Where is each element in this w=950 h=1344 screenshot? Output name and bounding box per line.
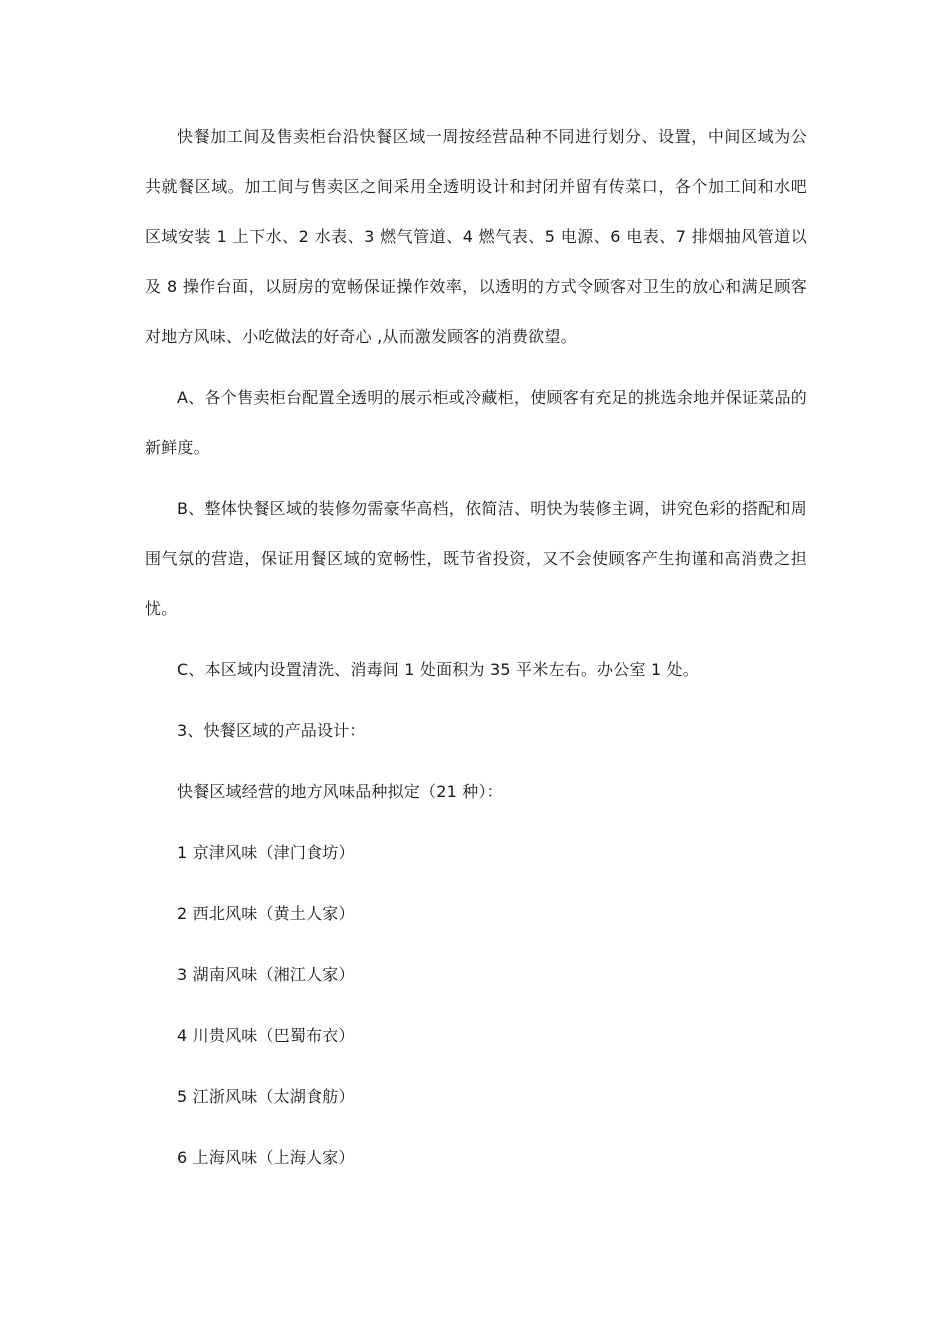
- paragraph-layout-intro: 快餐加工间及售卖柜台沿快餐区域一周按经营品种不同进行划分、设置，中间区域为公共就餐区域。加工间与售卖区之间采用全透明设计和封闭并留有传菜口，各个加工间和水吧区域安装 1 上下水、2 水表、3 燃气管道、4 燃气表、5 电源、6 电表、7 排烟抽风管道以及 8 操作台面，以厨房的宽畅保证操作效率，以透明的方式令顾客对卫生的放心和满足顾客对地方风味、小吃做法的好奇心 ,从而激发顾客的消费欲望。: [145, 127, 807, 346]
- list-item-flavor-4: 4 川贵风味（巴蜀布衣）: [177, 1026, 355, 1045]
- document-body: [145, 112, 807, 1183]
- section-heading-product-design: 3、快餐区域的产品设计：: [177, 721, 366, 740]
- list-item-flavor-5: 5 江浙风味（太湖食舫）: [177, 1087, 355, 1106]
- paragraph-item-b: B、整体快餐区域的装修勿需豪华高档，依简洁、明快为装修主调，讲究色彩的搭配和周围气氛的营造，保证用餐区域的宽畅性，既节省投资，又不会使顾客产生拘谨和高消费之担忧。: [145, 499, 807, 618]
- paragraph-flavor-list-intro: 快餐区域经营的地方风味品种拟定（21 种）：: [177, 782, 503, 801]
- list-item-flavor-6: 6 上海风味（上海人家）: [177, 1148, 355, 1167]
- paragraph-item-a: A、各个售卖柜台配置全透明的展示柜或冷藏柜，使顾客有充足的挑选余地并保证菜品的新鲜度。: [145, 388, 807, 457]
- list-item-flavor-1: 1 京津风味（津门食坊）: [177, 843, 355, 862]
- paragraph-item-c: C、本区域内设置清洗、消毒间 1 处面积为 35 平米左右。办公室 1 处。: [177, 660, 700, 679]
- list-item-flavor-3: 3 湖南风味（湘江人家）: [177, 965, 355, 984]
- list-item-flavor-2: 2 西北风味（黄土人家）: [177, 904, 355, 923]
